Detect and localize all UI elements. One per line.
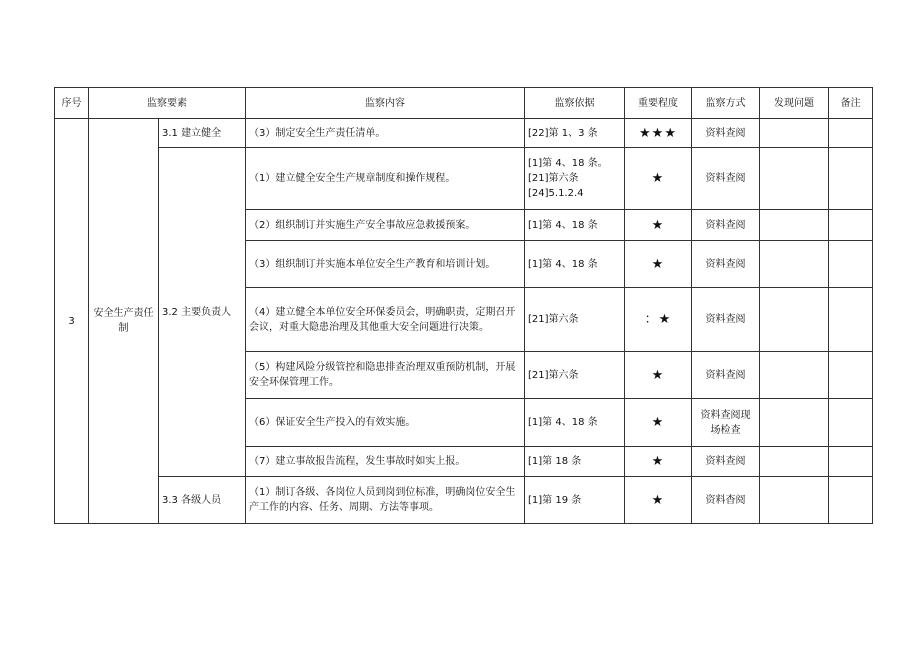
row-remarks — [829, 288, 873, 352]
row-basis: [1]第 4、18 条 — [525, 210, 625, 241]
row-method: 资料查阅 — [692, 148, 760, 210]
row-basis: [21]第六条 — [525, 352, 625, 399]
row-content: （1）建立健全安全生产规章制度和操作规程。 — [246, 148, 525, 210]
row-method: 资料查阅 — [692, 119, 760, 148]
row-remarks — [829, 447, 873, 477]
inspection-table — [54, 87, 873, 524]
row-method: 资料查阅 — [692, 288, 760, 352]
row-importance: ：★ — [625, 288, 692, 352]
row-content: （1）制订各级、各岗位人员到岗到位标准，明确岗位安全生产工作的内容、任务、周期、方法等事项。 — [246, 477, 525, 524]
row-importance: ★ — [625, 148, 692, 210]
header-element: 监察要素 — [89, 88, 246, 119]
row-remarks — [829, 399, 873, 447]
row-method: 资料查阅 — [692, 352, 760, 399]
group-element: 安全生产责任 制 — [89, 119, 159, 524]
row-content: （6）保证安全生产投入的有效实施。 — [246, 399, 525, 447]
row-remarks — [829, 148, 873, 210]
header-basis: 监察依据 — [525, 88, 625, 119]
row-remarks — [829, 210, 873, 241]
row-issues — [760, 447, 829, 477]
row-basis: [22]第 1、3 条 — [525, 119, 625, 148]
row-issues — [760, 477, 829, 524]
row-importance: ★★★ — [625, 119, 692, 148]
row-remarks — [829, 352, 873, 399]
row-content: （7）建立事故报告流程，发生事故时如实上报。 — [246, 447, 525, 477]
row-importance: ★ — [625, 399, 692, 447]
row-remarks — [829, 119, 873, 148]
row-remarks — [829, 477, 873, 524]
row-basis: [1]第 4、18 条 — [525, 399, 625, 447]
table-row — [55, 477, 873, 524]
sub-element-3-3: 3.3 各级人员 — [159, 477, 246, 524]
row-basis: [1]第 18 条 — [525, 447, 625, 477]
row-method: 资料查阅 — [692, 241, 760, 288]
row-content: （5）构建风险分级管控和隐患排查治理双重预防机制，开展安全环保管理工作。 — [246, 352, 525, 399]
row-issues — [760, 241, 829, 288]
row-method: 资料查阅现 场检查 — [692, 399, 760, 447]
sub-element-3-1: 3.1 建立健全 — [159, 119, 246, 148]
row-importance: ★ — [625, 210, 692, 241]
row-importance: ★ — [625, 477, 692, 524]
row-issues — [760, 148, 829, 210]
row-remarks — [829, 241, 873, 288]
row-content: （4）建立健全本单位安全环保委员会，明确职责，定期召开会议，对重大隐患治理及其他重大安全问题进行决策。 — [246, 288, 525, 352]
row-basis: [1]第 19 条 — [525, 477, 625, 524]
header-issues: 发现问题 — [760, 88, 829, 119]
row-content: （2）组织制订并实施生产安全事故应急救援预案。 — [246, 210, 525, 241]
row-issues — [760, 210, 829, 241]
row-method: 资料查阅 — [692, 447, 760, 477]
header-content: 监察内容 — [246, 88, 525, 119]
row-basis: [21]第六条 — [525, 288, 625, 352]
header-importance: 重要程度 — [625, 88, 692, 119]
row-importance: ★ — [625, 352, 692, 399]
row-issues — [760, 399, 829, 447]
table-row — [55, 148, 873, 210]
row-basis: [1]第 4、18 条。 [21]第六条 [24]5.1.2.4 — [525, 148, 625, 210]
header-row — [55, 88, 873, 119]
table-row — [55, 119, 873, 148]
header-method: 监察方式 — [692, 88, 760, 119]
row-content: （3）组织制订并实施本单位安全生产教育和培训计划。 — [246, 241, 525, 288]
row-issues — [760, 352, 829, 399]
row-issues — [760, 288, 829, 352]
header-seq: 序号 — [55, 88, 89, 119]
row-method: 资料查阅 — [692, 210, 760, 241]
row-importance: ★ — [625, 241, 692, 288]
row-basis: [1]第 4、18 条 — [525, 241, 625, 288]
group-seq: 3 — [55, 119, 89, 524]
row-method: 资料杳阅 — [692, 477, 760, 524]
row-content: （3）制定安全生产责任清单。 — [246, 119, 525, 148]
row-importance: ★ — [625, 447, 692, 477]
sub-element-3-2: 3.2 主要负责人 — [159, 148, 246, 477]
row-issues — [760, 119, 829, 148]
header-remarks: 备注 — [829, 88, 873, 119]
